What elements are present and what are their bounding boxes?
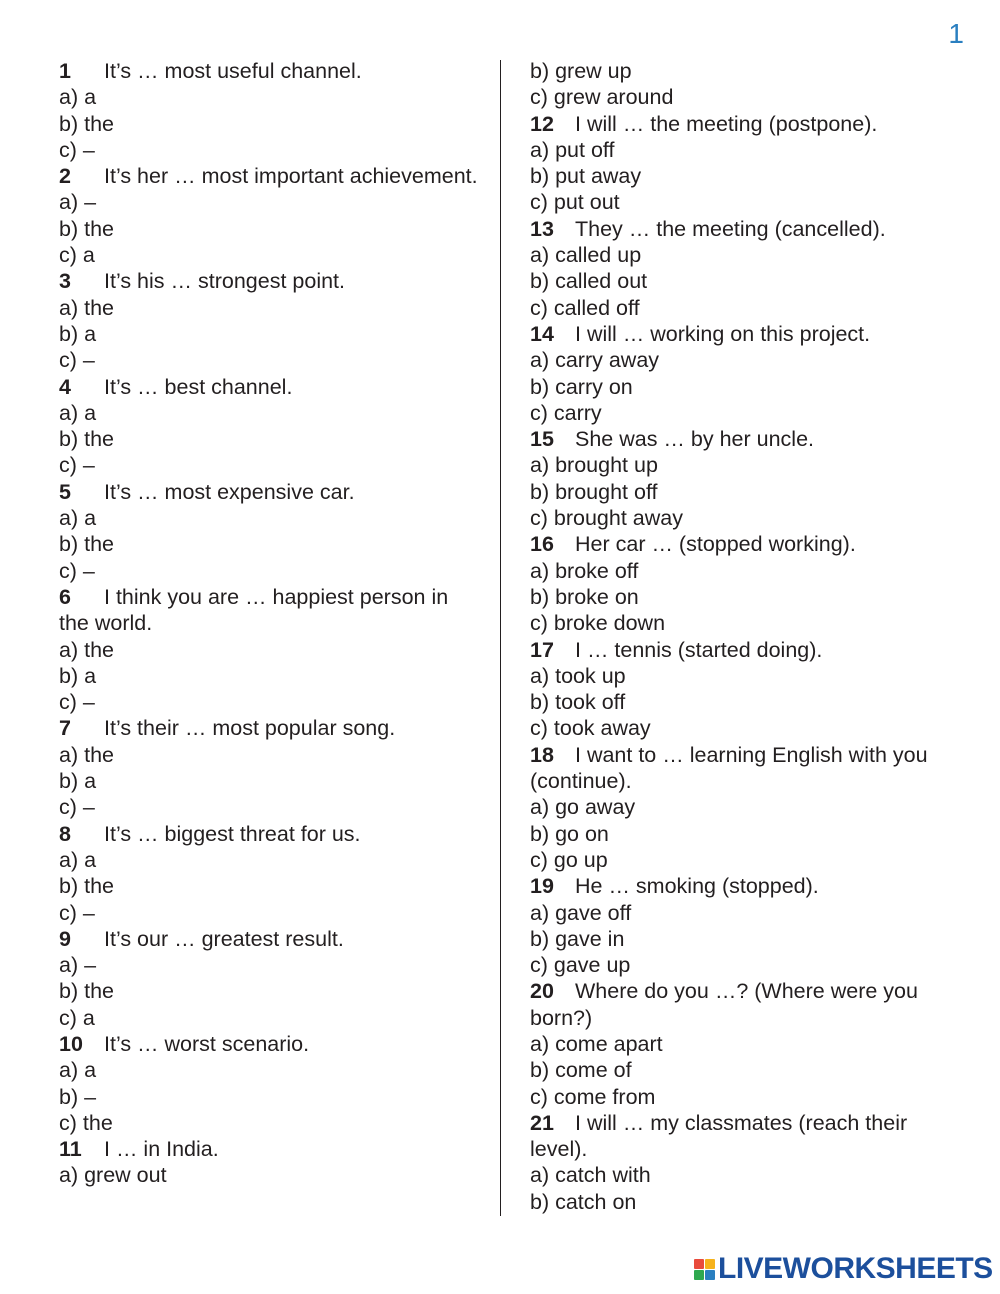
question-number: 10: [59, 1031, 83, 1056]
question-number: 2: [59, 164, 71, 189]
question-text: I … in India.: [104, 1137, 219, 1162]
question-13: [530, 216, 955, 242]
answer-option[interactable]: c) –: [59, 690, 95, 715]
answer-option[interactable]: a) carry away: [530, 348, 660, 373]
answer-option[interactable]: c) took away: [530, 716, 651, 741]
answer-option[interactable]: b) the: [59, 216, 114, 241]
question-text: It’s … best channel.: [104, 374, 293, 399]
question-text: It’s her … most important achievement.: [104, 164, 478, 189]
answer-option[interactable]: a) –: [59, 953, 97, 978]
answer-option[interactable]: a) brought up: [530, 453, 658, 478]
question-number: 19: [530, 874, 554, 899]
question-14: [530, 321, 955, 347]
answer-option[interactable]: b) go on: [530, 821, 609, 846]
answer-option[interactable]: b) called out: [530, 269, 648, 294]
answer-option[interactable]: c) –: [59, 137, 95, 162]
answer-option[interactable]: b) grew up: [530, 59, 632, 83]
answer-option[interactable]: b) took off: [530, 690, 626, 715]
answer-option[interactable]: b) broke on: [530, 584, 639, 609]
question-number: 12: [530, 111, 554, 136]
answer-option[interactable]: c) –: [59, 900, 95, 925]
question-number: 6: [59, 584, 71, 609]
question-19: [530, 873, 955, 899]
question-number: 1: [59, 59, 71, 83]
answer-option[interactable]: b) a: [59, 663, 97, 688]
question-5: [59, 479, 484, 505]
question-number: 9: [59, 926, 71, 951]
question-4: [59, 374, 484, 400]
answer-option[interactable]: b) put away: [530, 164, 642, 189]
question-text: It’s … most expensive car.: [104, 479, 355, 504]
answer-option[interactable]: c) broke down: [530, 611, 666, 636]
answer-option[interactable]: a) –: [59, 190, 97, 215]
answer-option[interactable]: a) a: [59, 1058, 97, 1083]
answer-option[interactable]: a) the: [59, 295, 114, 320]
question-text: I think you are … happiest person in the world.: [59, 584, 449, 636]
question-18: [530, 742, 955, 795]
question-text: They … the meeting (cancelled).: [575, 216, 886, 241]
answer-option[interactable]: a) go away: [530, 795, 636, 820]
question-number: 16: [530, 532, 554, 557]
answer-option[interactable]: a) the: [59, 742, 114, 767]
question-text: I will … my classmates (reach their level).: [530, 1110, 908, 1162]
answer-option[interactable]: c) –: [59, 795, 95, 820]
question-17: [530, 637, 955, 663]
answer-option[interactable]: a) come apart: [530, 1031, 663, 1056]
answer-option[interactable]: a) a: [59, 400, 97, 425]
answer-option[interactable]: c) –: [59, 558, 95, 583]
question-text: It’s … worst scenario.: [104, 1031, 310, 1056]
question-number: 3: [59, 269, 71, 294]
question-number: 17: [530, 637, 554, 662]
answer-option[interactable]: b) come of: [530, 1058, 632, 1083]
answer-option[interactable]: a) called up: [530, 243, 642, 268]
answer-option[interactable]: b) carry on: [530, 374, 633, 399]
question-7: [59, 715, 484, 741]
question-text: It’s their … most popular song.: [104, 716, 396, 741]
answer-option[interactable]: a) catch with: [530, 1163, 651, 1188]
answer-option[interactable]: c) –: [59, 453, 95, 478]
answer-option[interactable]: a) the: [59, 637, 114, 662]
question-number: 7: [59, 716, 71, 741]
answer-option[interactable]: a) a: [59, 847, 97, 872]
answer-option[interactable]: c) brought away: [530, 506, 683, 531]
answer-option[interactable]: c) put out: [530, 190, 620, 215]
question-1: [59, 58, 484, 84]
answer-option[interactable]: a) gave off: [530, 900, 632, 925]
question-10: [59, 1031, 484, 1057]
answer-option[interactable]: c) a: [59, 243, 95, 268]
column-divider: [500, 60, 501, 1216]
left-column: [59, 58, 484, 1189]
answer-option[interactable]: b) the: [59, 979, 114, 1004]
answer-option[interactable]: a) a: [59, 85, 97, 110]
answer-option[interactable]: c) a: [59, 1005, 95, 1030]
question-number: 13: [530, 216, 554, 241]
answer-option[interactable]: c) called off: [530, 295, 640, 320]
answer-option[interactable]: b) a: [59, 321, 97, 346]
question-number: 20: [530, 979, 554, 1004]
answer-option[interactable]: b) gave in: [530, 926, 625, 951]
answer-option[interactable]: c) the: [59, 1110, 113, 1135]
answer-option[interactable]: b) the: [59, 427, 114, 452]
question-number: 5: [59, 479, 71, 504]
question-2: [59, 163, 484, 189]
question-text: He … smoking (stopped).: [575, 874, 819, 899]
answer-option[interactable]: c) come from: [530, 1084, 656, 1109]
question-8: [59, 821, 484, 847]
question-text: It’s his … strongest point.: [104, 269, 345, 294]
answer-option[interactable]: b) the: [59, 532, 114, 557]
question-21: [530, 1110, 955, 1163]
answer-option[interactable]: b) –: [59, 1084, 97, 1109]
answer-option[interactable]: a) grew out: [59, 1163, 167, 1188]
question-15: [530, 426, 955, 452]
question-11: [59, 1136, 484, 1162]
question-text: I will … working on this project.: [575, 321, 871, 346]
answer-option[interactable]: b) the: [59, 111, 114, 136]
question-number: 11: [59, 1137, 82, 1162]
question-text: I want to … learning English with you (continue).: [530, 742, 928, 794]
page-number: 1: [948, 18, 964, 49]
question-number: 18: [530, 742, 554, 767]
question-number: 4: [59, 374, 71, 399]
answer-option[interactable]: b) a: [59, 769, 97, 794]
question-text: I will … the meeting (postpone).: [575, 111, 878, 136]
answer-option[interactable]: c) gave up: [530, 953, 631, 978]
answer-option[interactable]: a) broke off: [530, 558, 639, 583]
question-number: 14: [530, 321, 554, 346]
question-number: 21: [530, 1110, 554, 1135]
logo-blocks-icon: [694, 1259, 715, 1280]
answer-option[interactable]: a) took up: [530, 663, 626, 688]
question-text: Her car … (stopped working).: [575, 532, 856, 557]
answer-option[interactable]: c) grew around: [530, 85, 674, 110]
question-number: 8: [59, 821, 71, 846]
question-12: [530, 111, 955, 137]
right-column: [530, 58, 955, 1215]
question-9: [59, 926, 484, 952]
logo-text: LIVEWORKSHEETS: [718, 1252, 993, 1285]
question-text: It’s … most useful channel.: [104, 59, 362, 83]
answer-option[interactable]: c) carry: [530, 400, 602, 425]
question-text: It’s our … greatest result.: [104, 926, 344, 951]
question-20: [530, 978, 955, 1031]
question-6: [59, 584, 484, 637]
answer-option[interactable]: c) go up: [530, 847, 608, 872]
question-text: Where do you …? (Where were you born?): [530, 979, 918, 1030]
answer-option[interactable]: a) put off: [530, 137, 615, 162]
question-text: It’s … biggest threat for us.: [104, 821, 361, 846]
answer-option[interactable]: a) a: [59, 506, 97, 531]
question-16: [530, 531, 955, 557]
answer-option[interactable]: c) –: [59, 348, 95, 373]
liveworksheets-logo: [694, 1253, 993, 1285]
answer-option[interactable]: b) catch on: [530, 1189, 637, 1214]
question-text: She was … by her uncle.: [575, 427, 815, 452]
question-3: [59, 268, 484, 294]
question-text: I … tennis (started doing).: [575, 637, 823, 662]
answer-option[interactable]: b) brought off: [530, 479, 658, 504]
answer-option[interactable]: b) the: [59, 874, 114, 899]
question-number: 15: [530, 427, 554, 452]
